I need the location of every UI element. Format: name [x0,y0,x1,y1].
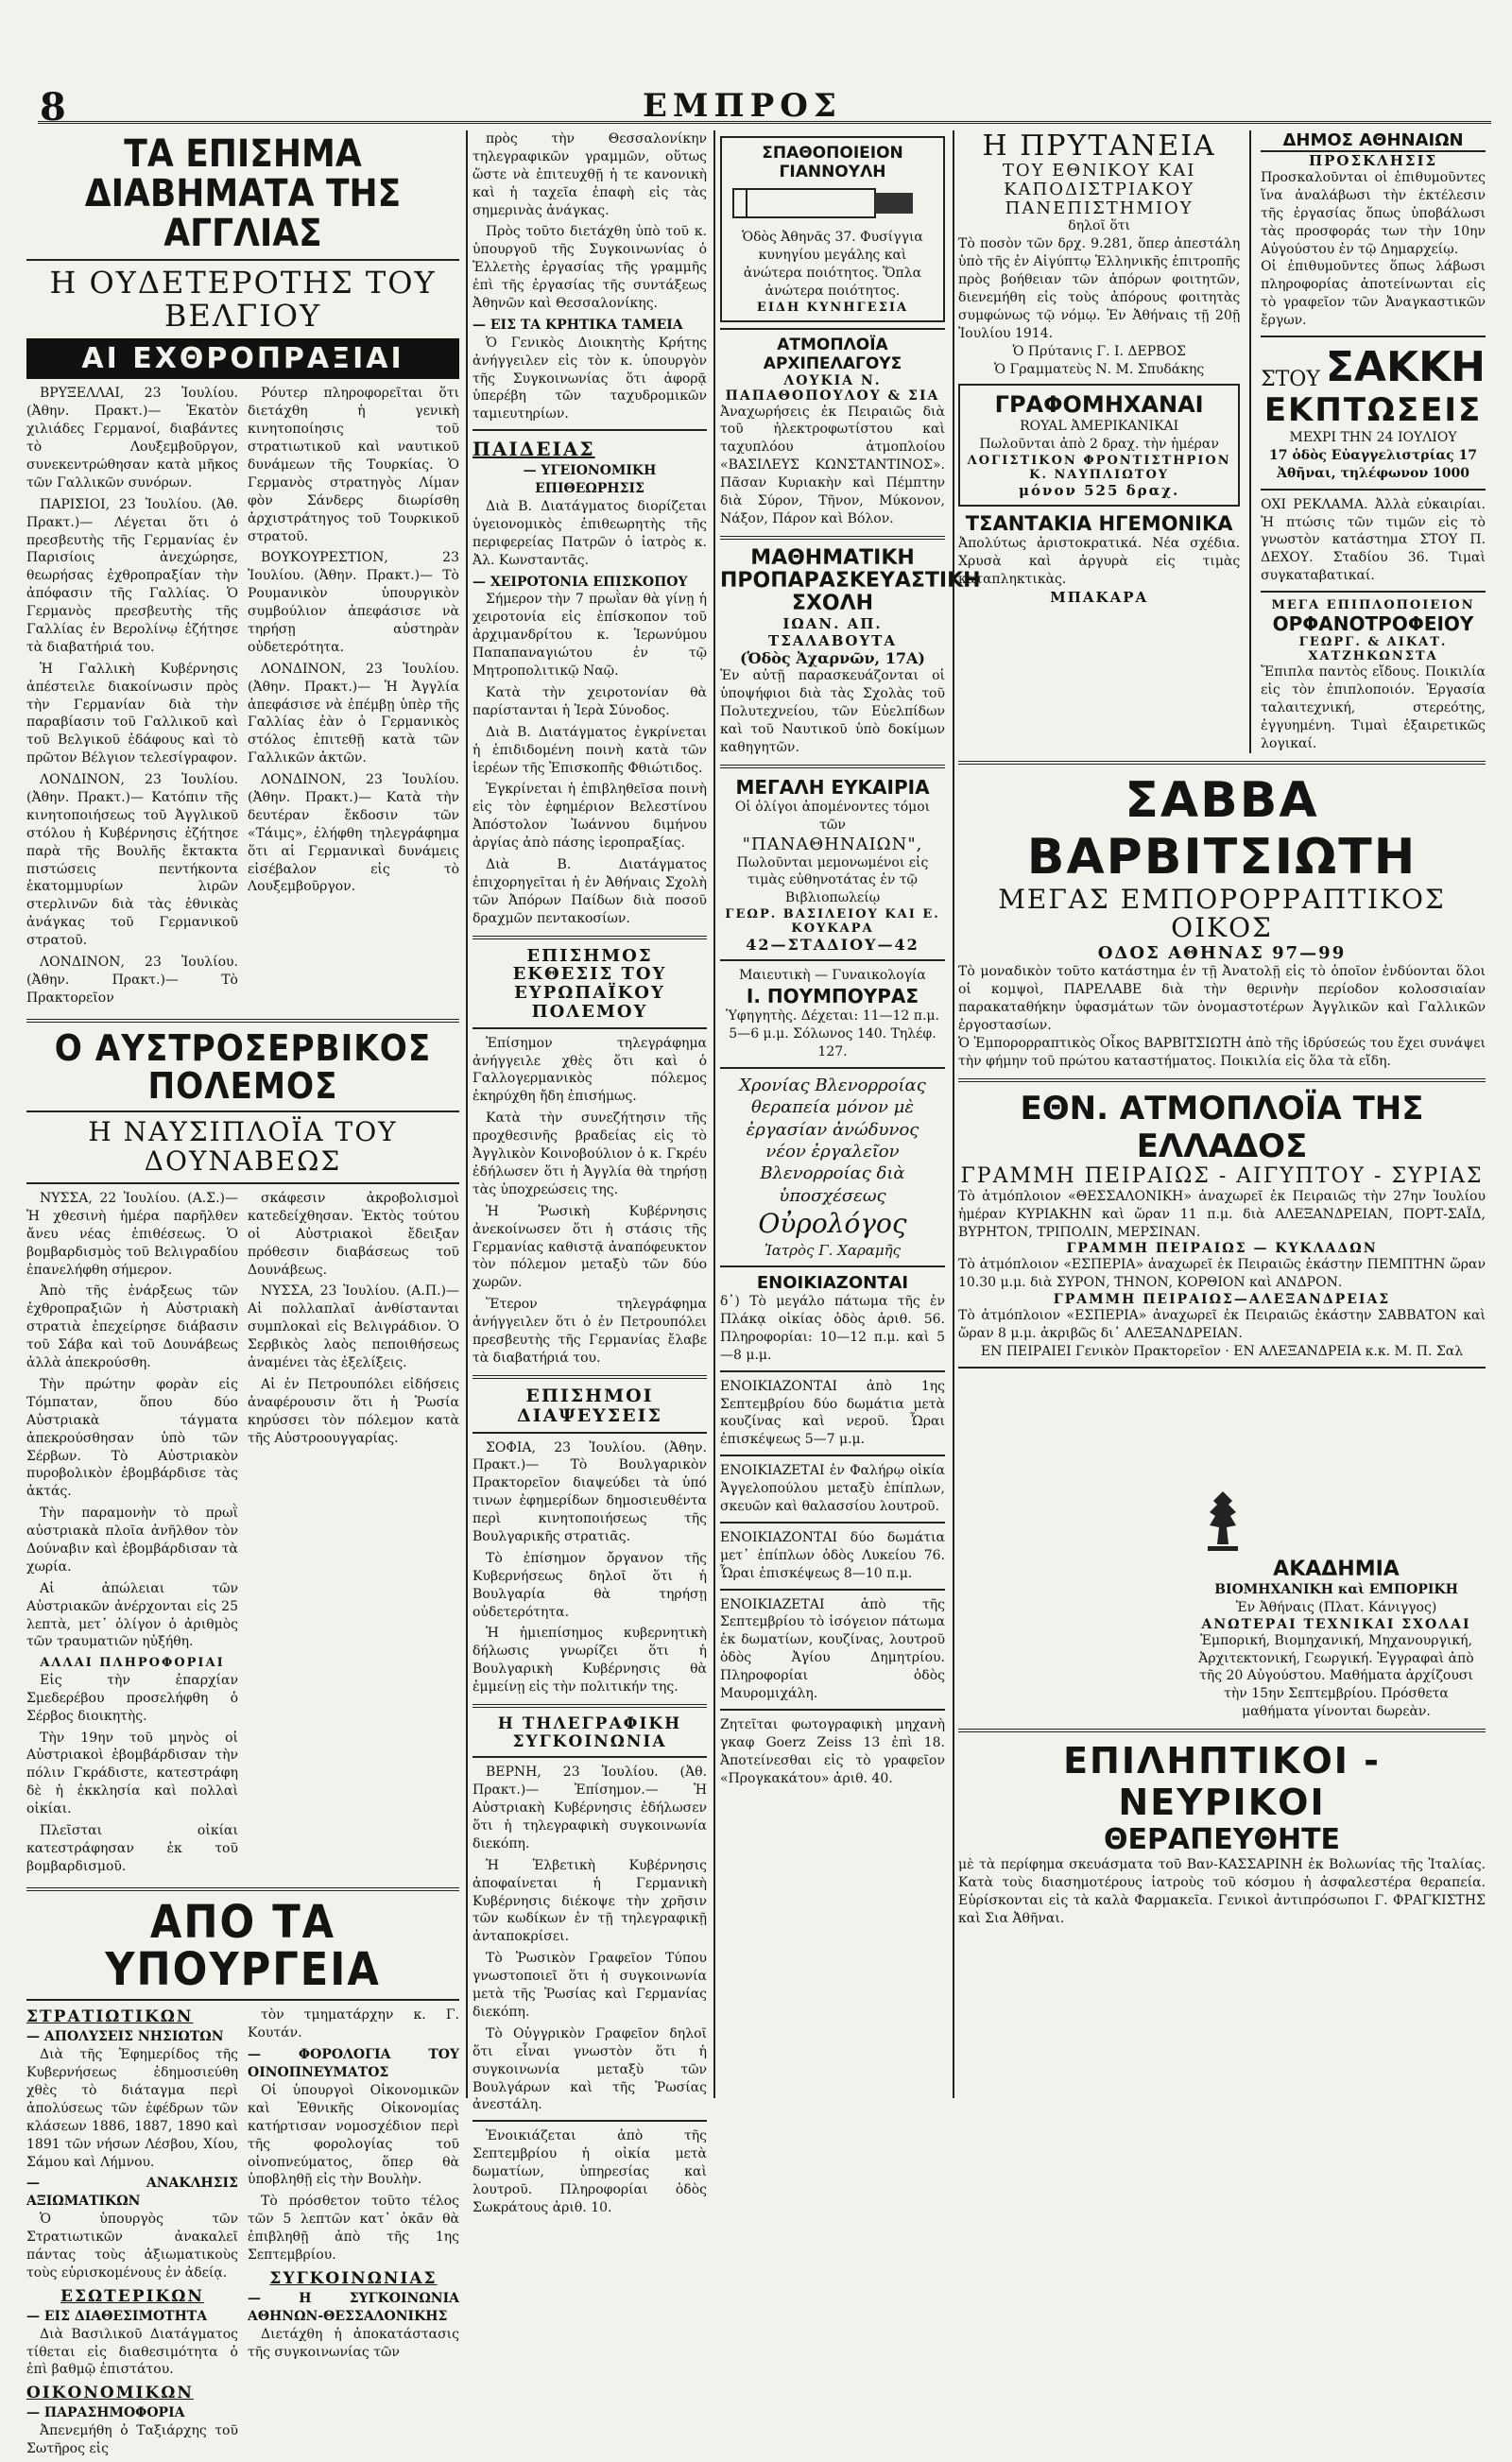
paragraph: Αἱ ἐν Πετρουπόλει εἰδήσεις ἀναφέρουσιν ὅτι ἡ Ῥωσία κηρύσσει τὸν πόλεμον κατὰ τῆς Αὐστροουγγαρίας. [248,1376,459,1446]
headline: Η ΝΑΥΣΙΠΛΟΪΑ ΤΟΥ ΔΟΥΝΑΒΕΩΣ [88,1116,398,1178]
article-text [248,1190,459,1880]
headline: Η ΤΗΛΕΓΡΑΦΙΚΗ ΣΥΓΚΟΙΝΩΝΙΑ [497,1713,682,1751]
ad-text: Ἀναχωρήσεις ἐκ Πειραιῶς διὰ τοῦ ἠλεκτροφωτίστου καὶ ταχυπλόου ἀτμοπλοίου «ΒΑΣΙΛΕΥΣ ΚΩΝΣΤΑΝΤΙΝΟΣ». Πᾶσαν Κυριακὴν καὶ Πέμπτην διὰ Σύρον, Τῆνον, Μύκονον, Νάξον, Πάρον καὶ Βόλον. [720,404,945,526]
ad-text: Οἱ ἐπιθυμοῦντες ὅπως λάβωσι πληροφορίας ἀποτείνωνται εἰς τὸ γραφεῖον τῶν Ἀναγκαστικῶν ἔργων. [1261,259,1486,329]
section-title: ΠΑΙΔΕΙΑΣ [472,438,595,461]
ad-name: Ι. ΠΟΥΜΠΟΥΡΑΣ [746,985,919,1008]
ad-title: ΤΣΑΝΤΑΚΙΑ ΗΓΕΜΟΝΙΚΑ [965,512,1233,536]
ad-price: μόνον 525 δραχ. [1019,482,1180,500]
paragraph: Ἡ Ῥωσικὴ Κυβέρνησις ἀνεκοίνωσεν ὅτι ἡ στάσις τῆς Γερμανίας καθιστᾷ ἀναπόφευκτον τὸν πόλεμον μεταξὺ τῶν δύο χωρῶν. [472,1203,707,1291]
ad-title: ΜΑΘΗΜΑΤΙΚΗ ΠΡΟΠΑΡΑΣΚΕΥΑΣΤΙΚΗ ΣΧΟΛΗ [720,545,981,616]
ad-title: ΕΝΟΙΚΙΑΖΟΝΤΑΙ [756,1273,909,1294]
paragraph: Τὴν πρώτην φορὰν εἰς Τόμπαταν, ὅπου δύο Αὐστριακὰ τάγματα ἀπεκρούσθησαν ὑπὸ τῶν Σέρβων. Τὸ Αὐστριακὸν πυροβολικὸν ἐβομβάρδισε τὰς ἀκτάς. [26,1376,238,1500]
ad-title: ΑΚΑΔΗΜΙΑ [1273,1557,1400,1581]
headline-banner: ΑΙ ΕΧΘΡΟΠΡΑΞΙΑΙ [26,338,459,379]
ad-doctor: Ἰατρὸς Γ. Χαραμῆς [764,1241,902,1259]
subhead: — ΑΠΟΛΥΣΕΙΣ ΝΗΣΙΩΤΩΝ [26,2029,224,2045]
section-title: ΣΤΡΑΤΙΩΤΙΚΩΝ [26,2007,194,2027]
ad-text: Τὸ ἀτμόπλοιον «ΕΣΠΕΡΙΑ» ἀναχωρεῖ ἐκ Πειραιῶς ἑκάστην ΣΑΒΒΑΤΟΝ καὶ ὥραν 8 μ.μ. ἀκριβῶς δι᾽ ΑΛΕΞΑΝΔΡΕΙΑΝ. [958,1308,1486,1342]
paragraph: ΣΟΦΙΑ, 23 Ἰουλίου. (Ἀθην. Πρακτ.)— Τὸ Βουλγαρικὸν Πρακτορεῖον διαψεύδει τὰ ὑπό τινων ἐφημερίδων δημοσιευθέντα περὶ κινητοποιήσεως τῆς Βουλγαρικῆς στρατιᾶς. [472,1439,707,1544]
ad-signature: Ὁ Πρύτανις Γ. Ι. ΔΕΡΒΟΣ [1012,343,1186,359]
column-1 [26,130,459,2457]
ad-subtitle: ΛΟΥΚΙΑ Ν. ΠΑΠΑΘΟΠΟΥΛΟΥ & ΣΙΑ [725,372,940,404]
paragraph: Αἱ ἀπώλειαι τῶν Αὐστριακῶν ἀνέρχονται εἰς 25 λεπτὰ, μετ᾽ ὀλίγον ὁ ἀριθμὸς τῶν τραυματιῶν ηὐξήθη. [26,1580,238,1650]
paragraph: Διὰ Βασιλικοῦ Διατάγματος τίθεται εἰς διαθεσιμότητα ὁ ἐπὶ βαθμῷ ἐπιστάτου. [26,2326,238,2378]
ad-name: "ΠΑΝΑΘΗΝΑΙΩΝ", [742,834,923,854]
ad-title: ΣΠΑΘΟΠΟΙΕΙΟΝ ΓΙΑΝΝΟΥΛΗ [762,144,903,181]
ad-name: ΓΕΩΡΓ. & ΑΙΚΑΤ. ΧΑΤΖΗΚΩΝΣΤΑ [1298,635,1448,664]
ad-subtitle: ΘΕΡΑΠΕΥΘΗΤΕ [1103,1823,1341,1857]
paragraph: Πλεῖσται οἰκίαι κατεστράφησαν ἐκ τοῦ βομβαρδισμοῦ. [26,1822,238,1874]
paragraph: ΛΟΝΔΙΝΟΝ, 23 Ἰουλίου. (Ἀθην. Πρακτ.)— Κατόπιν τῆς κινητοποιήσεως τοῦ Ἀγγλικοῦ στόλου ἡ Κυβέρνησις ἐζήτησε παρὰ τῆς Βουλῆς ἔκτακτα πιστώσεις πεντήκοντα ἑκατομμυρίων λιρῶν στερλινῶν διὰ τὰς ἐθνικὰς ἀνάγκας τοῦ Γερμανικοῦ στρατοῦ. [26,772,238,949]
ad-text: ΟΧΙ ΡΕΚΛΑΜΑ. Ἀλλὰ εὐκαιρίαι. Ἡ πτώσις τῶν τιμῶν εἰς τὸ γνωστὸν κατάστημα ΣΤΟΥ Π. ΔΕΧΟΥ. Σταδίου 36. Τιμαὶ συγκαταβατικαί. [1261,496,1486,584]
subhead: — ΕΙΣ ΔΙΑΘΕΣΙΜΟΤΗΤΑ [26,2308,208,2324]
ad-text: ΜΕΧΡΙ ΤΗΝ 24 ΙΟΥΛΙΟΥ [1289,430,1457,446]
subhead: — ΧΕΙΡΟΤΟΝΙΑ ΕΠΙΣΚΟΠΟΥ [472,574,688,590]
ad-brand: ROYAL ἈΜΕΡΙΚΑΝΙΚΑΙ [1020,419,1179,435]
ad-subtitle: ΕΙΔΗ ΚΥΝΗΓΕΣΙΑ [756,300,909,315]
ad-line: ΓΡΑΜΜΗ ΠΕΙΡΑΙΩΣ—ΑΛΕΞΑΝΔΡΕΙΑΣ [1053,1292,1391,1308]
paragraph: Διὰ Β. Διατάγματος διορίζεται ὑγειονομικὸς ἐπιθεωρητὴς τῆς περιφερείας Πατρῶν ὁ ἰατρὸς κ. Ἀλ. Κωνσταντᾶς. [472,499,707,568]
ad-signature: Ὁ Γραμματεὺς Ν. Μ. Σπυδάκης [994,361,1205,377]
ad-title: ΣΑΒΒΑ ΒΑΡΒΙΤΣΙΩΤΗ [1026,771,1418,886]
ad-gunsmith [720,136,945,322]
ad-line: ΓΡΑΜΜΗ ΠΕΙΡΑΙΩΣ — ΚΥΚΛΑΔΩΝ [1066,1241,1378,1257]
ad-title: ΓΡΑΦΟΜΗΧΑΝΑΙ [994,391,1204,419]
ad-text: Ὑφηγητὴς. Δέχεται: 11—12 π.μ. 5—6 μ.μ. Σόλωνος 140. Τηλέφ. 127. [726,1008,939,1059]
column-rule [1249,130,1251,753]
article-columns [26,2006,459,2462]
page-number: 8 [40,85,66,129]
paragraph: ΛΟΝΔΙΝΟΝ, 23 Ἰουλίου. (Ἀθην. Πρακτ.)— Ἡ Ἀγγλία ἀπεφάσισε νὰ ἐπέμβῃ ὑπὲρ τῆς Γαλλίας ἐὰν ὁ Γερμανικὸς στόλος ἐπιτεθῇ κατὰ τῶν Γαλλικῶν ἀκτῶν. [248,661,459,766]
section-title: ΕΣΩΤΕΡΙΚΩΝ [60,2286,204,2306]
subhead: — ΕΙΣ ΤΑ ΚΡΗΤΙΚΑ ΤΑΜΕΙΑ [472,317,683,333]
paper-name: ΕΜΠΡΟΣ [643,87,842,125]
ad-text: Ἔπιπλα παντὸς εἴδους. Ποικιλία εἰς τὸν ἐπιπλοποιόν. Ἐργασία ταλαιτεχνική, στερεότης, ἐγγυημένη. Τιμαὶ ἐξαιρετικῶς λογικαί. [1261,664,1486,751]
paragraph: ΛΟΝΔΙΝΟΝ, 23 Ἰουλίου. (Ἀθην. Πρακτ.)— Τὸ Πρακτορεῖον [26,954,238,1006]
ad-title: Μαιευτικὴ — Γυναικολογία [739,968,926,984]
ad-text: Τὸ ἀτμόπλοιον «ΕΣΠΕΡΙΑ» ἀναχωρεῖ ἐκ Πειραιῶς ἑκάστην ΠΕΜΠΤΗΝ ὥραν 10.30 μ.μ. διὰ ΣΥΡΟΝ, ΤΗΝΟΝ, ΚΟΡΘΙΟΝ καὶ ΑΝΔΡΟΝ. [958,1257,1486,1291]
ad-title: ΕΘΝ. ΑΤΜΟΠΛΟΪΑ ΤΗΣ ΕΛΛΑΔΟΣ [1020,1089,1424,1165]
paragraph: ΝΥΣΣΑ, 22 Ἰουλίου. (Α.Σ.)— Ἡ χθεσινὴ ἡμέρα παρῆλθεν ἄνευ νέας ἐπιθέσεως. Ὁ βομβαρδισμὸς τοῦ Βελιγραδίου ἐπανελήφθη σήμερον. [26,1191,238,1278]
ad-label: δηλοῖ ὅτι [1068,218,1130,234]
crest-icon [1194,1488,1251,1554]
ad-typewriters [958,384,1240,507]
classified-ad: ΕΝΟΙΚΙΑΖΟΝΤΑΙ δύο δωμάτια μετ᾽ ἐπίπλων ὁδὸς Λυκείου 76. Ὧραι ἐπισκέψεως 8—10 π.μ. [720,1529,945,1581]
headline: ΤΑ ΕΠΙΣΗΜΑ ΔΙΑΒΗΜΑΤΑ ΤΗΣ ΑΓΓΛΙΑΣ [84,132,402,255]
paragraph: Τὸ πρόσθετον τοῦτο τέλος τῶν 5 λεπτῶν κατ᾽ ὀκᾶν θὰ ἐπιβληθῇ ἀπὸ τῆς 1ης Σεπτεμβρίου. [248,2194,459,2263]
article-text [472,130,707,2217]
paragraph: Ὁ ὑπουργὸς τῶν Στρατιωτικῶν ἀνακαλεῖ πάντας τοὺς ἀξιωματικοὺς τοὺς εὑρισκομένους ἐν ἀδείᾳ. [26,2212,238,2281]
ad-text: Τὸ ποσὸν τῶν δρχ. 9.281, ὅπερ ἀπεστάλη ὑπὸ τῆς ἐν Αἰγύπτῳ Ἑλληνικῆς ἐπιτροπῆς πρὸς βοήθειαν τῶν ἀπόρων φοιτητῶν, διενεμήθη εἰς τοὺς ἀπόρους φοιτητὰς συμφώνως τῷ νόμῳ. Ἐν Ἀθήναις τῇ 20ῇ Ἰουλίου 1914. [958,236,1241,341]
ad-name: Οὐρολόγος [758,1208,907,1240]
subhead: ΑΛΛΑΙ ΠΛΗΡΟΦΟΡΙΑΙ [40,1656,225,1671]
paragraph: Τὸ ἐπίσημον ὄργανον τῆς Κυβερνήσεως δηλοῖ ὅτι ἡ Βουλγαρία θὰ τηρήσῃ οὐδετερότητα. [472,1550,707,1620]
paragraph: Ἡ Γαλλικὴ Κυβέρνησις ἀπέστειλε διακοίνωσιν πρὸς τὴν Γερμανίαν διὰ τὴν παραβίασιν τοῦ Γαλλικοῦ καὶ τοῦ Βελγικοῦ ἐδάφους καὶ τὸ πρῶτον Βέλγιον τελεσίγραφον. [26,661,238,766]
ad-subtitle: ΒΙΟΜΗΧΑΝΙΚΗ καὶ ΕΜΠΟΡΙΚΗ [1214,1581,1458,1597]
subhead: — ΥΓΕΙΟΝΟΜΙΚΗ ΕΠΙΘΕΩΡΗΣΙΣ [523,463,657,497]
ad-university [958,130,1240,753]
classified-ad: ΕΝΟΙΚΙΑΖΕΤΑΙ ἐν Φαλήρῳ οἰκία Ἀγγελοπούλου μεταξὺ ἐπίπλων, σκευῶν καὶ θαλασσίου λουτροῦ. [720,1463,945,1514]
article-columns [26,1190,459,1880]
ad-title: ΕΠΙΛΗΠΤΙΚΟΙ - ΝΕΥΡΙΚΟΙ [1063,1740,1381,1824]
column-rule [713,130,715,2098]
paragraph: Ἡ ἡμιεπίσημος κυβερνητικὴ δήλωσις γνωρίζει ὅτι ἡ Βουλγαρικὴ Κυβέρνησις θὰ ἐμμείνῃ εἰς τὴν πολιτικήν της. [472,1626,707,1696]
column-rule [466,130,468,2098]
ad-line: νέον ἐργαλεῖον Βλενορροίας διὰ ὑποσχέσεως [760,1142,905,1206]
ad-text: Ἐμπορική, Βιομηχανική, Μηχανουργική, Ἀρχιτεκτονική, Γεωργική. Ἐγγραφαὶ ἀπὸ τῆς 20 Αὐγούστου. Μαθήματα ἀρχίζουσι τὴν 15ην Σεπτεμβρίου. Πρόσθετα μαθήματα γίνονται δωρεὰν. [1198,1632,1474,1720]
paragraph: Τὴν 19ην τοῦ μηνὸς οἱ Αὐστριακοὶ ἐβομβάρδισαν τὴν πόλιν Γκράδιστε, κατεστράφη δὲ ἡ ἐκκλησία καὶ πολλαὶ οἰκίαι. [26,1730,238,1817]
ad-text: Ἐν αὐτῇ παρασκευάζονται οἱ ὑποψήφιοι διὰ τὰς Σχολὰς τοῦ Πολυτεχνείου, τῶν Εὐελπίδων καὶ τοῦ Ναυτικοῦ ὑπὸ δοκίμων καθηγητῶν. [720,668,945,755]
column-2 [472,130,707,2215]
article-text [26,385,238,1010]
paragraph: ΒΟΥΚΟΥΡΕΣΤΙΟΝ, 23 Ἰουλίου. (Ἀθην. Πρακτ.)— Τὸ Ρουμανικὸν ὑπουργικὸν συμβούλιον ἀπεφάσισε νὰ τηρήσῃ αὐστηρὰν οὐδετερότητα. [248,550,459,655]
masthead-rule [38,121,1491,124]
ad-line: ΣΤΟΥ [1261,368,1320,392]
ad-title: ΑΤΜΟΠΛΟΪΑ ΑΡΧΙΠΕΛΑΓΟΥΣ [763,335,902,373]
ad-text: μὲ τὰ περίφημα σκευάσματα τοῦ Βαν-ΚΑΣΣΑΡΙΝΗ ἐκ Βολωνίας τῆς Ἰταλίας. Κατὰ τοὺς διασημοτέρους ἰατροὺς τοῦ κόσμου ἡ ἀσφαλεστέρα θεραπεία. Εὑρίσκονται εἰς τὰ καλὰ Φαρμακεῖα. Γενικοὶ ἀντιπρόσωποι Γ. ΦΡΑΓΚΙΣΤΗΣ καὶ Σια Ἀθῆναι. [958,1857,1486,1926]
article-text [248,385,459,1010]
subhead: — Η ΣΥΓΚΟΙΝΩΝΙΑ ΑΘΗΝΩΝ-ΘΕΣΣΑΛΟΝΙΚΗΣ [248,2290,459,2324]
section-title: ΣΥΓΚΟΙΝΩΝΙΑΣ [269,2268,438,2288]
ad-subtitle: ΕΚΠΤΩΣΕΙΣ [1263,391,1483,430]
headline: Ο ΑΥΣΤΡΟΣΕΡΒΙΚΟΣ ΠΟΛΕΜΟΣ [54,1026,432,1107]
ad-text: Οἱ ὀλίγοι ἀπομένοντες τόμοι τῶν [734,799,931,833]
subhead: — ΑΝΑΚΛΗΣΙΣ ΑΞΙΩΜΑΤΙΚΩΝ [26,2176,238,2210]
paragraph: Τὴν παραμονὴν τὸ πρωῒ αὐστριακὰ πλοῖα ἀνῆλθον τὸν Δούναβιν καὶ ἐβομβάρδισαν τὰ χωρία. [26,1506,238,1575]
paragraph: Διὰ τῆς Ἐφημερίδος τῆς Κυβερνήσεως ἐδημοσιεύθη χθὲς τὸ διάταγμα περὶ ἀπολύσεως τῶν ἐφέδρων τῶν κλάσεων 1886, 1887, 1890 καὶ 1891 τῶν νήσων Λέσβου, Χίου, Σάμου καὶ Λήμνου. [26,2047,238,2170]
article-columns [26,385,459,1010]
paragraph: Ἀπενεμήθη ὁ Ταξιάρχης τοῦ Σωτῆρος εἰς [26,2423,238,2457]
ad-contact: ΕΝ ΠΕΙΡΑΙΕΙ Γενικὸν Πρακτορεῖον · ΕΝ ΑΛΕΞΑΝΔΡΕΙΑ κ.κ. Μ. Π. Σαλ [980,1343,1464,1359]
paragraph: σκάφεσιν ἀκροβολισμοὶ κατεδείχθησαν. Ἐκτὸς τούτου οἱ Αὐστριακοὶ ἔδειξαν πρόθεσιν διαβάσεως τοῦ Δουνάβεως. [248,1191,459,1278]
paragraph: Ἐγκρίνεται ἡ ἐπιβληθεῖσα ποινὴ εἰς τὸν ἐφημέριον Βελεστίνου Ἀπόστολον Ἰωάννου διμήνου ἀργίας ἀπὸ πάσης ἱεροπραξίας. [472,782,707,852]
paragraph: Ἀπὸ τῆς ἐνάρξεως τῶν ἐχθροπραξιῶν ἡ Αὐστριακὴ στρατιὰ ἐπεχείρησε διάβασιν τοῦ Σάβα καὶ τοῦ Δουνάβεως ἀλλὰ ἀπεκρούσθη. [26,1283,238,1371]
ad-text: Πωλοῦνται μεμονωμένοι εἰς τιμὰς εὐθηνοτάτας ἐν τῷ Βιβλιοπωλείῳ [736,854,929,906]
ad-line: Χρονίας Βλενορροίας [739,1075,926,1095]
ad-title: ΣΑΚΚΗ [1325,343,1486,392]
ad-title: ΜΕΓΑ ΕΠΙΠΛΟΠΟΙΕΙΟΝ [1271,598,1475,613]
ad-text: Τὸ ἀτμόπλοιον «ΘΕΣΣΑΛΟΝΙΚΗ» ἀναχωρεῖ ἐκ Πειραιῶς τὴν 27ην Ἰουλίου ἡμέραν ΚΥΡΙΑΚΗΝ καὶ ὥραν 11 π.μ. διὰ ΑΛΕΞΑΝΔΡΕΙΑΝ, ΠΟΡΤ-ΣΑΪΔ, ΒΥΡΗΤΟΝ, ΤΡΙΠΟΛΙΝ, ΜΕΡΣΙΝΑΝ. [958,1188,1486,1240]
ad-address: 17 ὁδὸς Εὐαγγελιστρίας 17 Ἀθῆναι, τηλέφωνον 1000 [1269,447,1478,481]
ad-sakkis [1261,343,1486,391]
ad-subtitle: ΜΕΓΑΣ ΕΜΠΟΡΟΡΡΑΠΤΙΚΟΣ ΟΙΚΟΣ [998,883,1446,944]
ad-subtitle: ΙΩΑΝ. ΑΠ. ΤΣΑΛΑΒΟΥΤΑ [768,615,897,650]
ad-subtitle: ΤΟΥ ΕΘΝΙΚΟΥ ΚΑΙ ΚΑΠΟΔΙΣΤΡΙΑΚΟΥ ΠΑΝΕΠΙΣΤΗΜΙΟΥ [1002,161,1196,218]
ad-title: ΔΗΜΟΣ ΑΘΗΝΑΙΩΝ [1261,130,1486,152]
ad-text: δ᾽) Τὸ μεγάλο πάτωμα τῆς ἐν Πλάκᾳ οἰκίας ὁδὸς ἀριθ. 56. Πληροφορίαι: 10—12 π.μ. καὶ 5—8 μ.μ. [720,1294,945,1363]
ad-title: Η ΠΡΥΤΑΝΕΙΑ [982,129,1216,163]
paragraph: Τὸ Ῥωσικὸν Γραφεῖον Τύπου γνωστοποιεῖ ὅτι ἡ συγκοινωνία μετὰ τῆς Ῥωσίας καὶ Γερμανίας διεκόπη. [472,1951,707,2020]
paragraph: ΛΟΝΔΙΝΟΝ, 23 Ἰουλίου. (Ἀθην. Πρακτ.)— Κατὰ τὴν δευτέραν ἔκδοσιν τῶν «Τάιμς», ἐλήφθη τηλεγράφημα ὅτι αἱ Γερμανικαὶ δυνάμεις εἰσέβαλον εἰς τὸ Λουξεμβοῦργον. [248,772,459,895]
ad-line: Ἐν Ἀθήναις (Πλατ. Κάνιγγος) [1235,1599,1437,1615]
ad-script [720,1075,945,1260]
article-text [26,1190,238,1880]
column-rule [953,130,954,2098]
ad-subtitle: ΠΡΟΣΚΛΗΣΙΣ [1308,152,1438,169]
ad-address: ΟΔΟΣ ΑΘΗΝΑΣ 97—99 [1097,943,1347,964]
paragraph: Εἰς τὴν ἐπαρχίαν Σμεδερέβου προσελήφθη ὁ Σέρβος διοικητὴς. [26,1672,238,1724]
ad-text: Ὁδὸς Ἀθηνᾶς 37. Φυσίγγια κυνηγίου μεγάλης καὶ ἀνώτερα ποιότητος. Ὅπλα ἀνώτερα ποιότητος. [742,230,923,299]
paragraph: ΒΡΥΞΕΛΛΑΙ, 23 Ἰουλίου. (Ἀθην. Πρακτ.)— Ἐκατὸν χιλιάδες Γερμανοί, διαβάντες τὸ Λουξεμβοῦργον, συνεκεντρώθησαν κατὰ μῆκος τῶν Γαλλικῶν συνόρων. [26,386,238,491]
paragraph: Διὰ Β. Διατάγματος ἐγκρίνεται ἡ ἐπιδιδομένη ποινὴ κατὰ τῶν ἱερέων τῆς Ἐπισκοπῆς Φθιώτιδος. [472,724,707,776]
ad-address: 42—ΣΤΑΔΙΟΥ—42 [746,936,919,955]
paragraph: ΝΥΣΣΑ, 23 Ἰουλίου. (Α.Π.)— Αἱ πολλαπλαῖ ἀνθίστανται συμπλοκαὶ εἰς Βελιγράδιον. Ὁ Σερβικὸς λαὸς πεποιθήσεως ἀναμένει τὰς ἐξελίξεις. [248,1283,459,1371]
ad-text: Ἀπολύτως ἀριστοκρατικά. Νέα σχέδια. Χρυσὰ καὶ ἀργυρὰ εἰς τιμὰς καταπληκτικὰς. [958,536,1241,587]
article-text [248,2006,459,2462]
column-3-ads [720,130,981,2098]
ad-line: θεραπεία μόνον μὲ ἐργασίαν ἀνώδυνος [746,1097,919,1140]
paragraph: Ὁ Γενικὸς Διοικητὴς Κρήτης ἀνήγγειλεν εἰς τὸν κ. ὑπουργὸν τῆς Συγκοινωνίας ὅτι ἀφορᾷ ὑπερέβη τῶν ταχυδρομικῶν ταμιευτηρίων. [472,335,707,422]
ad-text: Προσκαλοῦνται οἱ ἐπιθυμοῦντες ἵνα ἀναλάβωσι τὴν ἐκτέλεσιν τῆς ἐργασίας ὅπως ὑποβάλωσι τὰς προσφοράς των τὴν 10ην Αὐγούστου ἐν τῷ Δημαρχείῳ. [1261,170,1486,257]
paragraph: Ἡ Ἑλβετικὴ Κυβέρνησις ἀποφαίνεται ἡ Γερμανικὴ Κυβέρνησις διέκοψε τὴν χρῆσιν τῶν κωδίκων ἐν τῇ τηλεγραφικῇ ἀνταποκρίσει. [472,1857,707,1945]
paragraph: ΠΑΡΙΣΙΟΙ, 23 Ἰουλίου. (Ἀθ. Πρακτ.)— Λέγεται ὅτι ὁ πρεσβευτὴς τῆς Γερμανίας ἐν Παρισίοις ἀνεχώρησε, θεωρήσας ἐχθροπραξίαν τὴν ἀπόφασιν τῆς Γαλλίας. Ὁ Γερμανὸς πρεσβευτὴς τῆς Γαλλίας ἐν Βερολίνῳ ἐζήτησε τὰ διαβατήριά του. [26,496,238,655]
paragraph: Κατὰ τὴν συνεζήτησιν τῆς προχθεσινῆς βραδείας εἰς τὸ Ἀγγλικὸν Κοινοβούλιον ὁ κ. Γκρέυ ἐδήλωσεν ὅτι ἡ Ἀγγλία θὰ τηρήσῃ τὰς ὑποχρεώσεις της. [472,1110,707,1197]
paragraph: Διετάχθη ἡ ἀποκατάστασις τῆς συγκοινωνίας τῶν [248,2326,459,2360]
ads-top-row [958,130,1486,753]
paragraph: Τὸ Οὐγγρικὸν Γραφεῖον δηλοῖ ὅτι εἶναι γνωστὸν ὅτι ἡ συγκοινωνία μεταξὺ τῶν Βουλγάρων καὶ τῆς Ῥωσίας ἀνεστάλη. [472,2025,707,2113]
paragraph: Διὰ Β. Διατάγματος ἐπιχορηγεῖται ἡ ἐν Ἀθήναις Σχολὴ τῶν Ἀπόρων Παίδων διὰ ποσοῦ δραχμῶν πεντακοσίων. [472,856,707,926]
headline: ΕΠΙΣΗΜΟΣ ΕΚΘΕΣΙΣ ΤΟΥ ΕΥΡΩΠΑΪΚΟΥ ΠΟΛΕΜΟΥ [512,945,667,1022]
paragraph: Ἕτερον τηλεγράφημα ἀνήγγειλεν ὅτι ὁ ἐν Πετρουπόλει πρεσβευτὴς τῆς Γερμανίας ἔλαβε τὰ διαβατήριά του. [472,1297,707,1366]
paragraph: Σήμερον τὴν 7 πρωῒαν θὰ γίνῃ ἡ χειροτονία εἰς ἐπίσκοπον τοῦ ἀρχιμανδρίτου κ. Ἱερωνύμου Παπαπαναγιώτου ἐν τῷ Μητροπολιτικῷ Ναῷ. [472,592,707,680]
ad-academy [1194,1488,1478,1721]
ad-address: (Ὁδὸς Ἀχαρνῶν, 17Α) [740,649,925,668]
headline: ΕΠΙΣΗΜΟΙ ΔΙΑΨΕΥΣΕΙΣ [516,1385,662,1426]
ad-line: ΑΝΩΤΕΡΑΙ ΤΕΧΝΙΚΑΙ ΣΧΟΛΑΙ [1201,1616,1471,1632]
cartridge-icon [728,181,936,225]
paragraph: Ἐπίσημον τηλεγράφημα ἀνήγγειλε χθὲς ὅτι καὶ ὁ Γαλλογερμανικὸς πόλεμος ἐκηρύχθη ἤδη ἐπισήμως. [472,1035,707,1105]
ad-shop: ΜΠΑΚΑΡΑ [1050,588,1149,606]
ad-text: Ὁ Ἐμπορορραπτικὸς Οἶκος ΒΑΡΒΙΤΣΙΩΤΗ ἀπὸ τῆς ἱδρύσεώς του ἔχει συνάψει τὴν φήμην τοῦ πρώτου καταστήματος. Ποικιλία εἰς ὅλα τὰ εἴδη. [958,1035,1486,1069]
article-text [26,2006,238,2462]
subhead: — ΠΑΡΑΣΗΜΟΦΟΡΙΑ [26,2405,185,2421]
ad-shop: ΛΟΓΙΣΤΙΚΟΝ ΦΡΟΝΤΙΣΤΗΡΙΟΝ Κ. ΝΑΥΠΛΙΩΤΟΥ [967,454,1231,483]
col5-ads [1261,130,1486,753]
paragraph: Οἱ ὑπουργοὶ Οἰκονομικῶν καὶ Ἐθνικῆς Οἰκονομίας κατήρτισαν νομοσχέδιον περὶ τῆς φορολογίας τοῦ οἰνοπνεύματος, ὅπερ θὰ ὑποβληθῇ εἰς τὴν Βουλὴν. [248,2082,459,2188]
ad-subtitle: ΓΡΑΜΜΗ ΠΕΙΡΑΙΩΣ - ΑΙΓΥΠΤΟΥ - ΣΥΡΙΑΣ [960,1163,1484,1188]
ad-text: Πωλοῦνται ἀπὸ 2 δραχ. τὴν ἡμέραν [979,437,1219,453]
ad-text: Τὸ μοναδικὸν τοῦτο κατάστημα ἐν τῇ Ἀνατολῇ εἰς τὸ ὁποῖον ἐνδύονται ὅλοι οἱ κομψοὶ, ΠΑΡΕΛΑΒΕ διὰ τὴν θερινὴν περίοδον κολοσσιαίαν παρακαταθήκην ὑφασμάτων τῶν ὀνομαστοτέρων Ἀγγλικῶν καὶ Γαλλικῶν ἐργοστασίων. [958,964,1486,1033]
paragraph: Πρὸς τοῦτο διετάχθη ὑπὸ τοῦ κ. ὑπουργοῦ τῆς Συγκοινωνίας ὁ Ἐλλετὴς ἐργασίας τῆς γραμμῆς ἐπὶ τῆς ἐργασίας τῆς συντάξεως Ἀθηνῶν καὶ Θεσσαλονίκης. [472,224,707,312]
paragraph: πρὸς τὴν Θεσσαλονίκην τηλεγραφικῶν γραμμῶν, οὕτως ὥστε νὰ ἐπιτευχθῇ ἡ τε κανονικὴ καὶ ἡ ταχεῖα ἐπαφὴ εἰς τὰς σημερινὰς ἀνάγκας. [472,131,707,218]
column-4-ads [958,130,1486,2098]
headline: Η ΟΥΔΕΤΕΡΟΤΗΣ ΤΟΥ ΒΕΛΓΙΟΥ [49,265,437,335]
paragraph: ΒΕΡΝΗ, 23 Ἰουλίου. (Ἀθ. Πρακτ.)— Ἐπίσημον.— Ἡ Αὐστριακὴ Κυβέρνησις ἐδήλωσεν ὅτι ἡ τηλεγραφικὴ συγκοινωνία διεκόπη. [472,1765,707,1851]
ad-title: ΜΕΓΑΛΗ ΕΥΚΑΙΡΙΑ [735,775,930,799]
paragraph: Ἐνοικιάζεται ἀπὸ τῆς Σεπτεμβρίου ἡ οἰκία μετὰ δωματίων, ὑπηρεσίας καὶ λουτροῦ. Πληροφορίαι ὁδὸς Σωκράτους ἀριθ. 10. [472,2128,707,2215]
ad-subtitle: ΟΡΦΑΝΟΤΡΟΦΕΙΟΥ [1272,612,1474,636]
headline: ΑΠΟ ΤΑ ΥΠΟΥΡΓΕΙΑ [105,1895,381,1997]
paragraph: Ρόυτερ πληροφορεῖται ὅτι διετάχθη ἡ γενικὴ κινητοποίησις τοῦ στρατιωτικοῦ καὶ ναυτικοῦ δυνάμεων τῆς Τουρκίας. Ὁ Γερμανὸς στρατηγὸς Λίμαν φὸν Σάνδερς διωρίσθη ἀρχιστράτηγος τοῦ Τουρκικοῦ στρατοῦ. [248,386,459,544]
ad-shop: ΓΕΩΡ. ΒΑΣΙΛΕΙΟΥ ΚΑΙ Ε. ΚΟΥΚΑΡΑ [725,907,940,937]
masthead [0,0,1512,127]
paragraph: Κατὰ τὴν χειροτονίαν θὰ παρίστανται ἡ Ἱερὰ Σύνοδος. [472,684,707,718]
classified-ad: Ζητεῖται φωτογραφικὴ μηχανὴ γκαφ Goerz Zeiss 13 ἐπὶ 18. Ἀποτείνεσθαι εἰς τὸ γραφεῖον «Προγκακάτου» ἀριθ. 40. [720,1716,945,1786]
subhead: — ΦΟΡΟΛΟΓΙΑ ΤΟΥ ΟΙΝΟΠΝΕΥΜΑΤΟΣ [248,2047,459,2081]
section-title: ΟΙΚΟΝΟΜΙΚΩΝ [26,2384,194,2403]
classified-ad: ΕΝΟΙΚΙΑΖΟΝΤΑΙ ἀπὸ 1ης Σεπτεμβρίου δύο δωμάτια μετὰ κουζίνας καὶ νεροῦ. Ὧραι ἐπισκέψεως 5—7 μ.μ. [720,1378,945,1448]
classified-ad: ΕΝΟΙΚΙΑΖΕΤΑΙ ἀπὸ τῆς Σεπτεμβρίου τὸ ἰσόγειον πάτωμα ἐκ δωματίων, κουζίνας, λουτροῦ ὁδὸς Ἀγίου Δημητρίου. Πληροφορίαι ὁδὸς Μαυρομιχάλη. [720,1596,945,1701]
paragraph: τὸν τμηματάρχην κ. Γ. Κουτάν. [248,2007,459,2041]
